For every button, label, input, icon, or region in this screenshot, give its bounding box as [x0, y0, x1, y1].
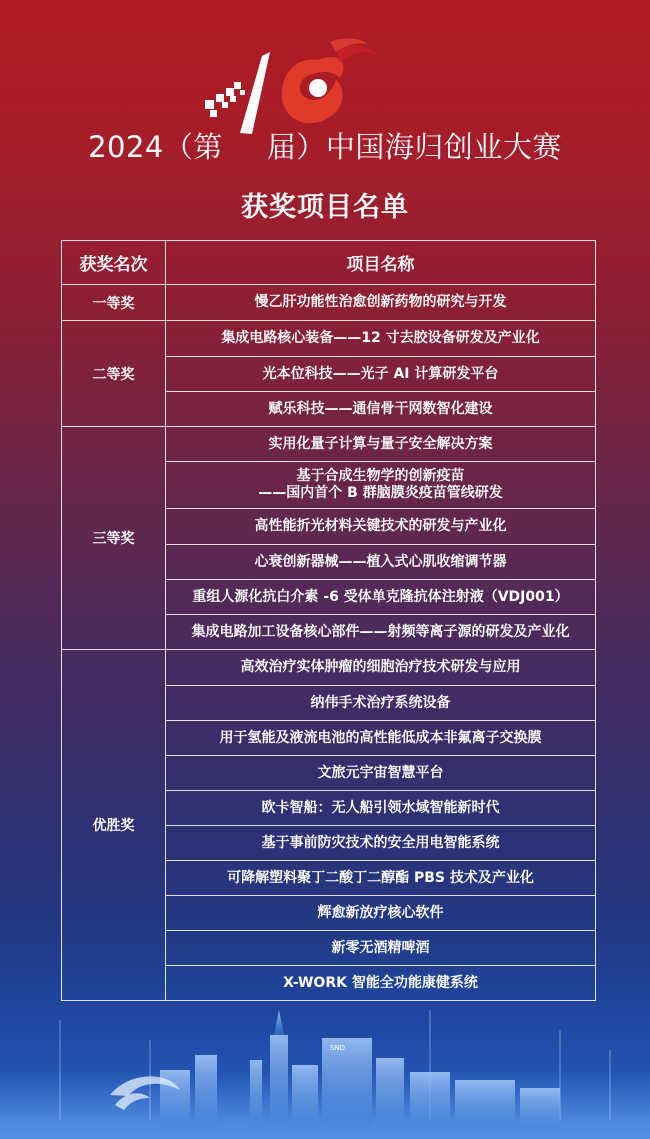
building-sign: SND — [330, 1044, 346, 1052]
table-header-row — [62, 241, 596, 285]
title-right: 届）中国海归创业大赛 — [266, 129, 562, 164]
pixel-squares-icon — [205, 82, 245, 117]
table-row — [62, 427, 596, 462]
project-name-line: ——国内首个 B 群脑膜炎疫苗管线研发 — [258, 485, 503, 501]
project-name: 用于氢能及液流电池的高性能低成本非氟离子交换膜 — [166, 721, 596, 756]
city-skyline-illustration — [0, 1010, 650, 1139]
project-name: 慢乙肝功能性治愈创新药物的研究与开发 — [166, 285, 596, 321]
title-left: 2024（第 — [88, 129, 223, 164]
zero-swirl-icon — [282, 38, 376, 123]
header-rank: 获奖名次 — [62, 241, 166, 285]
table-row — [62, 321, 596, 357]
project-name: 高性能折光材料关键技术的研发与产业化 — [166, 509, 596, 545]
rank-third: 三等奖 — [62, 427, 166, 650]
project-name: 可降解塑料聚丁二酸丁二醇酯 PBS 技术及产业化 — [166, 861, 596, 896]
project-name: 光本位科技——光子 AI 计算研发平台 — [166, 357, 596, 392]
project-name: 新零无酒精啤酒 — [166, 931, 596, 966]
rank-first: 一等奖 — [62, 285, 166, 321]
page-subtitle: 获奖项目名单 — [241, 192, 409, 223]
project-name: 基于事前防灾技术的安全用电智能系统 — [166, 826, 596, 861]
table-row — [62, 650, 596, 686]
project-name: 纳伟手术治疗系统设备 — [166, 686, 596, 721]
project-name: 实用化量子计算与量子安全解决方案 — [166, 427, 596, 462]
project-name: X-WORK 智能全功能康健系统 — [166, 966, 596, 1001]
project-name: 重组人源化抗白介素 -6 受体单克隆抗体注射液（VDJ001） — [166, 580, 596, 615]
project-name-two-line — [166, 462, 596, 509]
project-name: 集成电路核心装备——12 寸去胶设备研发及产业化 — [166, 321, 596, 357]
awards-table — [61, 240, 596, 1001]
project-name: 赋乐科技——通信骨干网数智化建设 — [166, 392, 596, 427]
project-name: 集成电路加工设备核心部件——射频等离子源的研发及产业化 — [166, 615, 596, 650]
project-name: 高效治疗实体肿瘤的细胞治疗技术研发与应用 — [166, 650, 596, 686]
rank-excellence: 优胜奖 — [62, 650, 166, 1001]
rank-second: 二等奖 — [62, 321, 166, 427]
page-title — [0, 122, 650, 168]
project-name: 辉愈新放疗核心软件 — [166, 896, 596, 931]
table-row — [62, 285, 596, 321]
header-project: 项目名称 — [166, 241, 596, 285]
project-name: 欧卡智船：无人船引领水域智能新时代 — [166, 791, 596, 826]
project-name-line: 基于合成生物学的创新疫苗 — [296, 468, 465, 484]
project-name: 心衰创新器械——植入式心肌收缩调节器 — [166, 545, 596, 580]
project-name: 文旅元宇宙智慧平台 — [166, 756, 596, 791]
